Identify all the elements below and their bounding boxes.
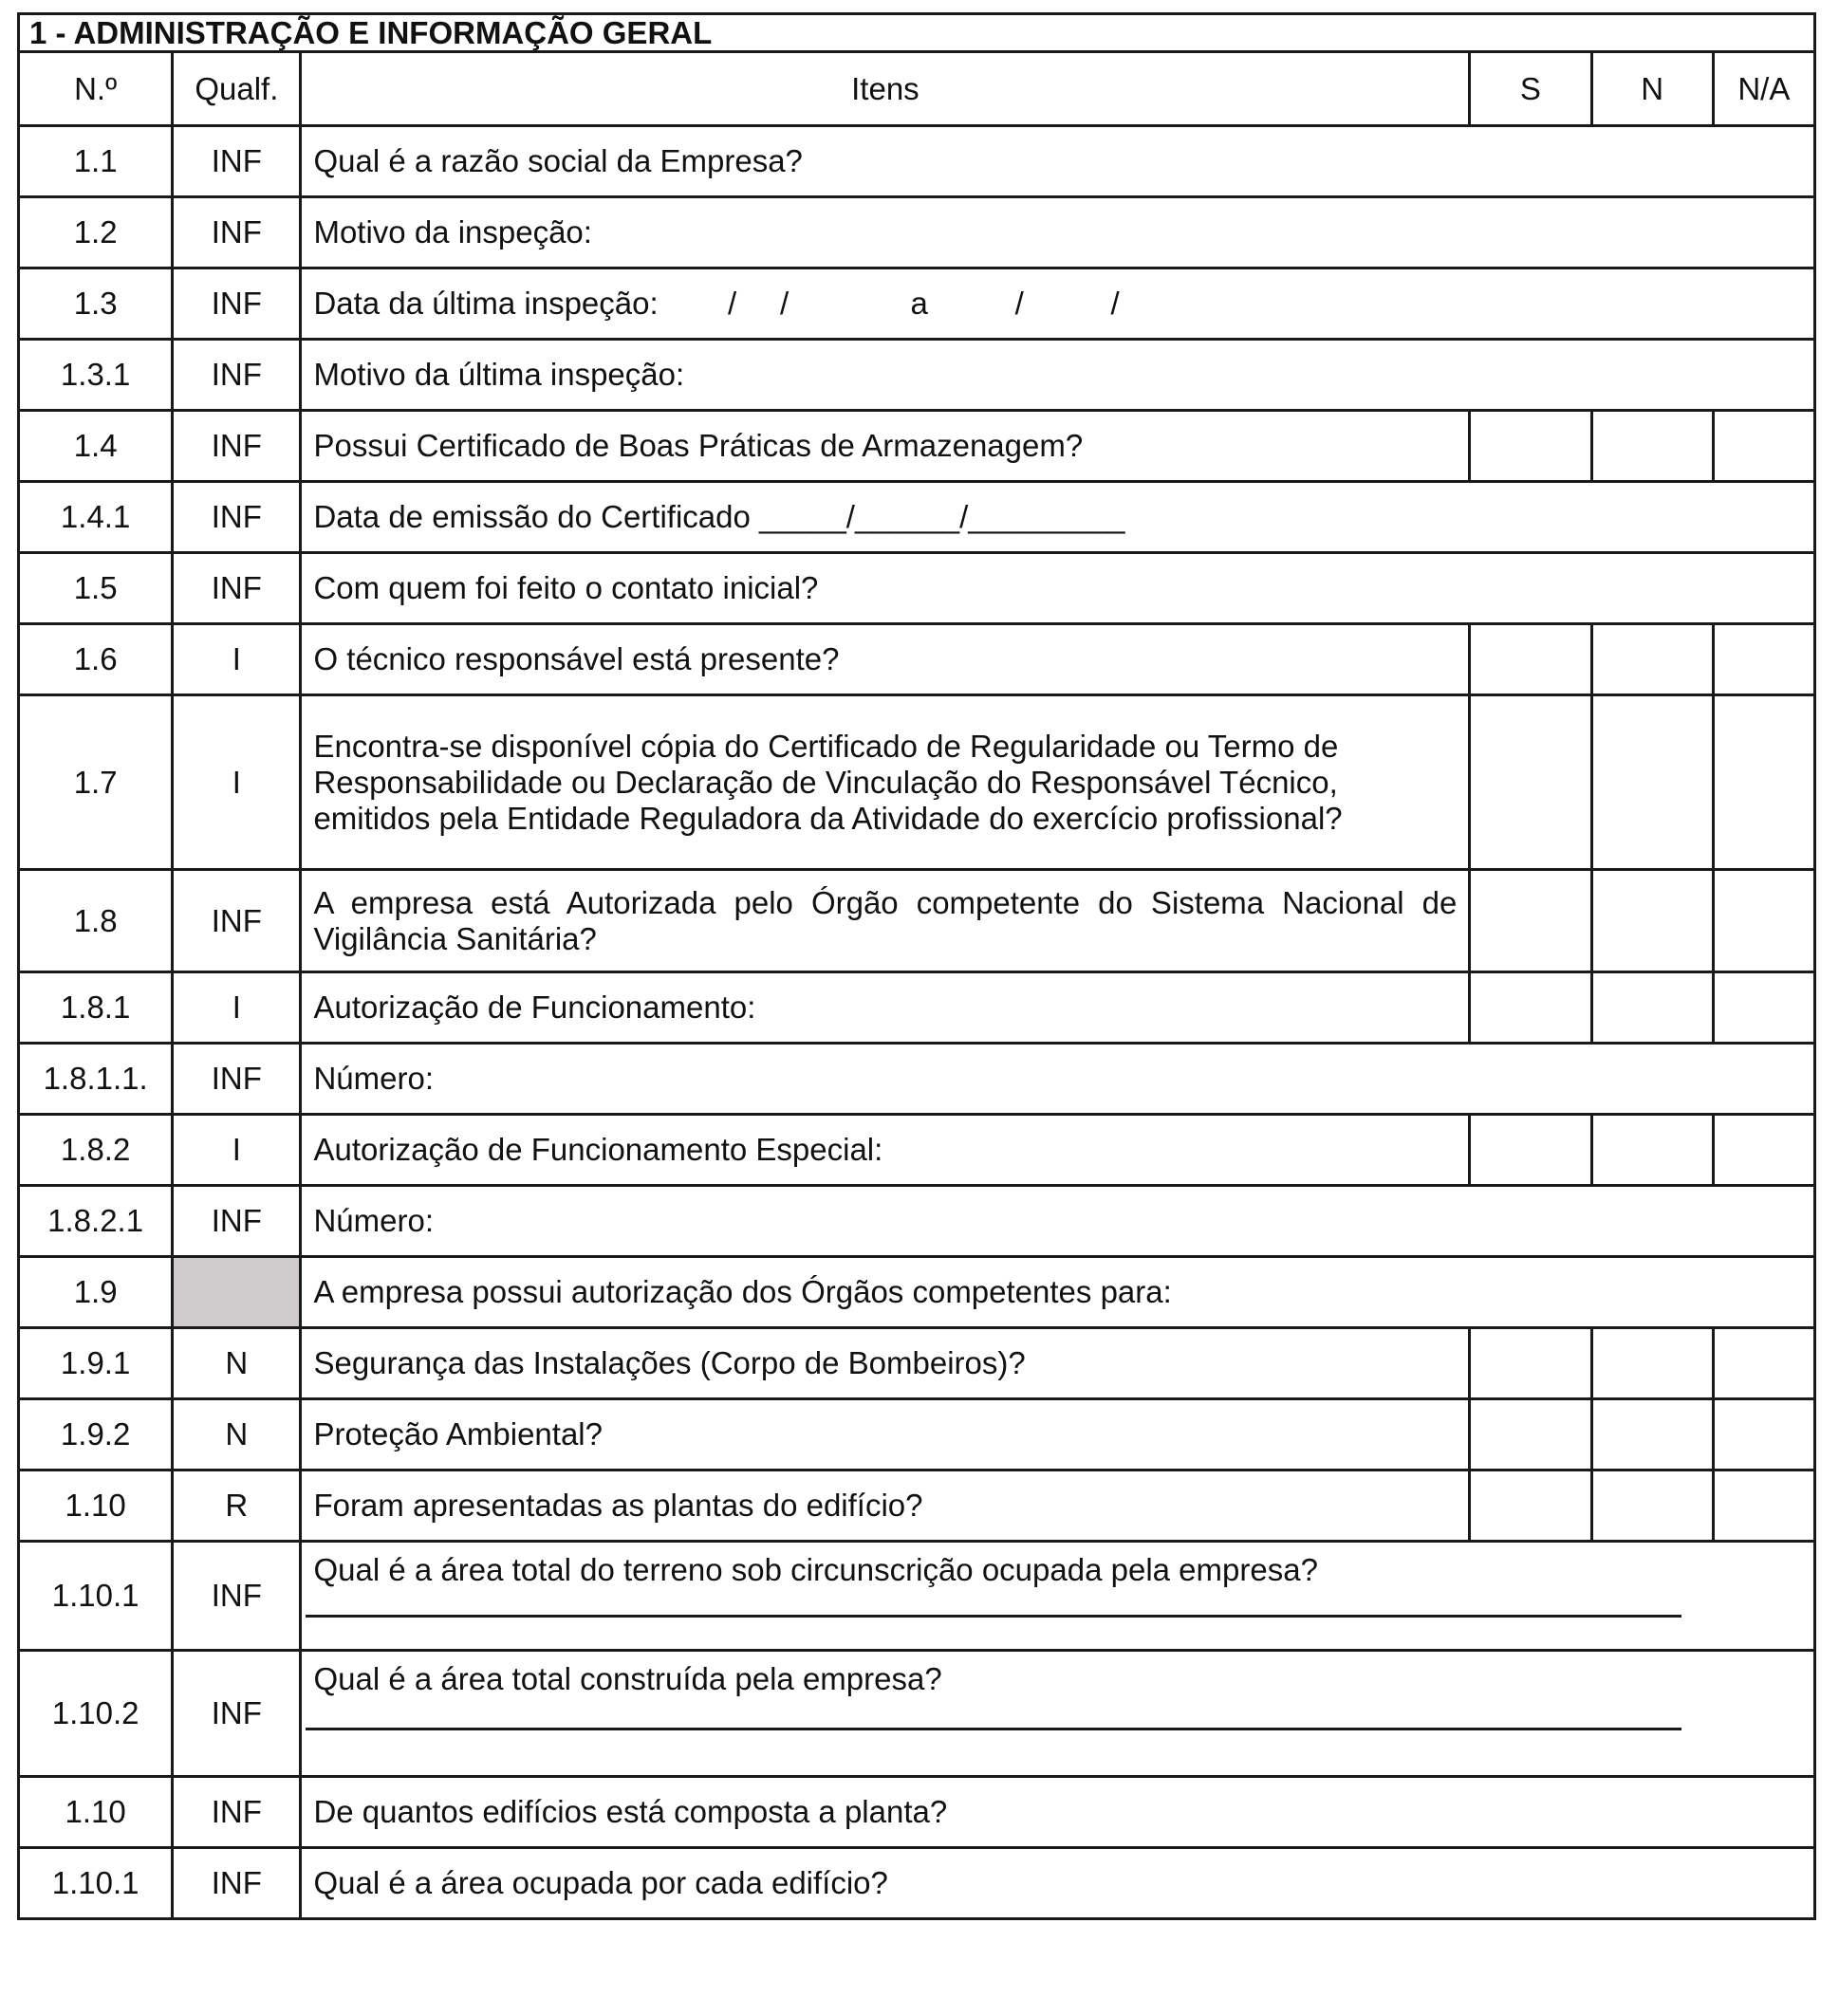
table-row	[19, 1542, 1815, 1651]
answer-s-cell[interactable]	[1470, 1470, 1591, 1542]
row-item-text: Autorização de Funcionamento Especial:	[301, 1115, 1470, 1186]
row-number: 1.10	[19, 1470, 173, 1542]
row-item-cell	[301, 1651, 1815, 1777]
row-number: 1.3	[19, 268, 173, 340]
table-row	[19, 1115, 1815, 1186]
row-item-text: A empresa está Autorizada pelo Órgão competente do Sistema Nacional de Vigilância Sanitária?	[301, 870, 1470, 972]
answer-na-cell[interactable]	[1713, 1115, 1814, 1186]
table-row	[19, 340, 1815, 411]
table-row	[19, 197, 1815, 268]
row-qualif: I	[173, 695, 301, 870]
table-row	[19, 1328, 1815, 1399]
answer-s-cell[interactable]	[1470, 1328, 1591, 1399]
row-item-text: Número:	[301, 1044, 1815, 1115]
table-row	[19, 553, 1815, 624]
header-na: N/A	[1713, 52, 1814, 126]
row-qualif: INF	[173, 268, 301, 340]
row-item-text: Qual é a razão social da Empresa?	[301, 126, 1815, 197]
answer-na-cell[interactable]	[1713, 1399, 1814, 1470]
table-row	[19, 1848, 1815, 1919]
row-item-text: Data de emissão do Certificado _____/______/_________	[301, 482, 1815, 553]
answer-n-cell[interactable]	[1591, 624, 1713, 695]
header-n: N	[1591, 52, 1713, 126]
answer-s-cell[interactable]	[1470, 972, 1591, 1044]
row-item-text: Qual é a área total do terreno sob circunscrição ocupada pela empresa?	[313, 1552, 1318, 1587]
row-qualif: INF	[173, 340, 301, 411]
answer-s-cell[interactable]	[1470, 624, 1591, 695]
row-qualif-shaded	[173, 1257, 301, 1328]
row-qualif: I	[173, 1115, 301, 1186]
table-row	[19, 1257, 1815, 1328]
table-row	[19, 268, 1815, 340]
checklist-table	[17, 12, 1816, 1920]
answer-na-cell[interactable]	[1713, 624, 1814, 695]
row-item-text: Data da última inspeção: / / a / /	[301, 268, 1815, 340]
answer-n-cell[interactable]	[1591, 1399, 1713, 1470]
row-item-text: De quantos edifícios está composta a planta?	[301, 1777, 1815, 1848]
row-number: 1.8.2	[19, 1115, 173, 1186]
table-row	[19, 411, 1815, 482]
row-item-text: Qual é a área total construída pela empresa?	[313, 1661, 942, 1696]
row-qualif: I	[173, 972, 301, 1044]
answer-na-cell[interactable]	[1713, 1328, 1814, 1399]
row-item-text: Motivo da última inspeção:	[301, 340, 1815, 411]
answer-s-cell[interactable]	[1470, 1115, 1591, 1186]
row-item-cell	[301, 1542, 1815, 1651]
header-s: S	[1470, 52, 1591, 126]
row-item-text: Segurança das Instalações (Corpo de Bombeiros)?	[301, 1328, 1470, 1399]
row-number: 1.10.1	[19, 1848, 173, 1919]
row-qualif: INF	[173, 1044, 301, 1115]
row-qualif: INF	[173, 197, 301, 268]
row-qualif: INF	[173, 411, 301, 482]
row-number: 1.9.1	[19, 1328, 173, 1399]
row-number: 1.2	[19, 197, 173, 268]
header-qualif: Qualf.	[173, 52, 301, 126]
row-number: 1.8.1.1.	[19, 1044, 173, 1115]
row-qualif: INF	[173, 1186, 301, 1257]
row-item-text: A empresa possui autorização dos Órgãos competentes para:	[301, 1257, 1815, 1328]
answer-n-cell[interactable]	[1591, 1115, 1713, 1186]
table-row	[19, 1186, 1815, 1257]
row-number: 1.4.1	[19, 482, 173, 553]
row-qualif: INF	[173, 126, 301, 197]
row-item-text: Número:	[301, 1186, 1815, 1257]
row-qualif: N	[173, 1328, 301, 1399]
table-row	[19, 1044, 1815, 1115]
table-row	[19, 1399, 1815, 1470]
answer-s-cell[interactable]	[1470, 411, 1591, 482]
row-qualif: INF	[173, 1848, 301, 1919]
table-row	[19, 870, 1815, 972]
header-itens: Itens	[301, 52, 1470, 126]
row-number: 1.1	[19, 126, 173, 197]
row-qualif: N	[173, 1399, 301, 1470]
row-number: 1.10.1	[19, 1542, 173, 1651]
row-number: 1.4	[19, 411, 173, 482]
answer-n-cell[interactable]	[1591, 1328, 1713, 1399]
table-row	[19, 1651, 1815, 1777]
answer-na-cell[interactable]	[1713, 972, 1814, 1044]
answer-s-cell[interactable]	[1470, 695, 1591, 870]
answer-na-cell[interactable]	[1713, 411, 1814, 482]
row-number: 1.6	[19, 624, 173, 695]
row-number: 1.10.2	[19, 1651, 173, 1777]
answer-na-cell[interactable]	[1713, 870, 1814, 972]
row-qualif: INF	[173, 1777, 301, 1848]
table-row	[19, 126, 1815, 197]
row-number: 1.10	[19, 1777, 173, 1848]
header-num: N.º	[19, 52, 173, 126]
row-item-text: Motivo da inspeção:	[301, 197, 1815, 268]
row-number: 1.8.1	[19, 972, 173, 1044]
row-item-text: Possui Certificado de Boas Práticas de Armazenagem?	[301, 411, 1470, 482]
row-item-text: Com quem foi feito o contato inicial?	[301, 553, 1815, 624]
row-item-text: Autorização de Funcionamento:	[301, 972, 1470, 1044]
row-number: 1.8	[19, 870, 173, 972]
section-title: 1 - ADMINISTRAÇÃO E INFORMAÇÃO GERAL	[19, 14, 1815, 52]
row-item-text: Proteção Ambiental?	[301, 1399, 1470, 1470]
answer-na-cell[interactable]	[1713, 695, 1814, 870]
table-row	[19, 1777, 1815, 1848]
row-qualif: INF	[173, 553, 301, 624]
row-qualif: R	[173, 1470, 301, 1542]
row-qualif: INF	[173, 870, 301, 972]
answer-n-cell[interactable]	[1591, 1470, 1713, 1542]
answer-n-cell[interactable]	[1591, 411, 1713, 482]
table-row	[19, 972, 1815, 1044]
answer-s-cell[interactable]	[1470, 870, 1591, 972]
row-item-text: Foram apresentadas as plantas do edifício?	[301, 1470, 1470, 1542]
header-row	[19, 52, 1815, 126]
row-number: 1.5	[19, 553, 173, 624]
row-item-text: Encontra-se disponível cópia do Certificado de Regularidade ou Termo de Responsabilidade ou Declaração de Vinculação do Responsável Técnico, emitidos pela Entidade Reguladora da Atividade do exercício profissional?	[301, 695, 1470, 870]
answer-n-cell[interactable]	[1591, 695, 1713, 870]
row-number: 1.8.2.1	[19, 1186, 173, 1257]
answer-na-cell[interactable]	[1713, 1470, 1814, 1542]
row-qualif: INF	[173, 1542, 301, 1651]
table-row	[19, 482, 1815, 553]
row-number: 1.9.2	[19, 1399, 173, 1470]
table-row	[19, 695, 1815, 870]
row-number: 1.7	[19, 695, 173, 870]
inspection-form	[17, 12, 1816, 1920]
answer-s-cell[interactable]	[1470, 1399, 1591, 1470]
row-item-text: Qual é a área ocupada por cada edifício?	[301, 1848, 1815, 1919]
row-number: 1.9	[19, 1257, 173, 1328]
answer-line[interactable]	[306, 1615, 1681, 1618]
row-qualif: I	[173, 624, 301, 695]
table-row	[19, 624, 1815, 695]
answer-n-cell[interactable]	[1591, 972, 1713, 1044]
row-qualif: INF	[173, 1651, 301, 1777]
row-item-text: O técnico responsável está presente?	[301, 624, 1470, 695]
row-qualif: INF	[173, 482, 301, 553]
table-row	[19, 1470, 1815, 1542]
answer-line[interactable]	[306, 1728, 1681, 1730]
answer-n-cell[interactable]	[1591, 870, 1713, 972]
row-number: 1.3.1	[19, 340, 173, 411]
